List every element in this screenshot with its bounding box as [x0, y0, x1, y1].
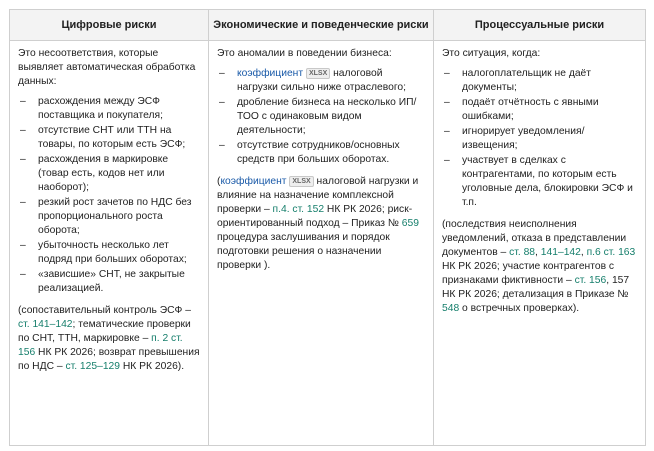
list-item: – коэффициент XLSX налоговой нагрузки сильно ниже отраслевого;	[217, 67, 425, 95]
list-item: – отсутствие сотрудников/основных средств при больших оборотах.	[217, 139, 425, 167]
article-link[interactable]: ст. 141–142	[18, 319, 73, 330]
table-header-row	[10, 10, 646, 41]
table-row	[10, 41, 646, 446]
xlsx-file-badge[interactable]: XLSX	[289, 176, 313, 187]
economic-legal-note: (коэффициент XLSX налоговой нагрузки и влияние на назначение комплексной проверки – п.4. ст. 152 НК РК 2026; риск-ориентированный подход – Приказ № 659 процедура заслушивания и порядок подготовки решения о назначении проверки ).	[217, 176, 419, 271]
order-link[interactable]: 659	[401, 218, 419, 229]
order-link[interactable]: 548	[442, 303, 460, 314]
article-link[interactable]: п.4. ст. 152	[272, 204, 325, 215]
coefficient-link[interactable]: коэффициент	[220, 176, 287, 187]
risk-table	[9, 9, 646, 446]
digital-legal-note: (сопоставительный контроль ЭСФ – ст. 141–142; тематические проверки по СНТ, ТТН, маркировке – п. 2 ст. 156 НК РК 2026; возврат превышения по НДС – ст. 125–129 НК РК 2026).	[18, 305, 200, 372]
coefficient-link[interactable]: коэффициент	[237, 68, 304, 79]
procedural-risks-cell	[434, 41, 646, 446]
article-link[interactable]: п.6 ст. 163	[586, 247, 636, 258]
economic-risks-cell	[209, 41, 434, 446]
list-item: – убыточность несколько лет подряд при больших оборотах;	[18, 239, 200, 267]
xlsx-file-badge[interactable]: XLSX	[306, 68, 330, 79]
economic-intro: Это аномалии в поведении бизнеса:	[217, 48, 392, 59]
list-item: – расхождения между ЭСФ поставщика и покупателя;	[18, 95, 200, 123]
list-item: – отсутствие СНТ или ТТН на товары, по которым есть ЭСФ;	[18, 124, 200, 152]
list-item: – расхождения в маркировке (товар есть, кодов нет или наоборот);	[18, 153, 200, 195]
economic-risk-list	[217, 67, 425, 167]
header-procedural-risks: Процессуальные риски	[434, 10, 646, 41]
article-link[interactable]: ст. 88	[509, 247, 536, 258]
list-item: – «зависшие» СНТ, не закрытые реализацией.	[18, 268, 200, 296]
article-link[interactable]: 141–142	[540, 247, 581, 258]
digital-risk-list	[18, 95, 200, 296]
article-link[interactable]: ст. 125–129	[65, 361, 120, 372]
list-item: – игнорирует уведомления/ извещения;	[442, 125, 637, 153]
procedural-intro: Это ситуация, когда:	[442, 48, 541, 59]
procedural-risk-list	[442, 67, 637, 210]
header-economic-risks: Экономические и поведенческие риски	[209, 10, 434, 41]
list-item: – участвует в сделках с контрагентами, по которым есть уголовные дела, блокировки ЭСФ и т.п.	[442, 154, 637, 210]
article-link[interactable]: п. 2 ст. 156	[18, 333, 183, 358]
header-digital-risks: Цифровые риски	[10, 10, 209, 41]
list-item: – налогоплательщик не даёт документы;	[442, 67, 637, 95]
article-link[interactable]: ст. 156	[574, 275, 607, 286]
list-item: – подаёт отчётность с явными ошибками;	[442, 96, 637, 124]
procedural-legal-note: (последствия неисполнения уведомлений, отказа в представлении документов – ст. 88, 141–142, п.6 ст. 163 НК РК 2026; участие контрагентов с признаками фиктивности – ст. 156, 157 НК РК 2026; детализация в Приказе № 548 о встречных проверках).	[442, 219, 636, 314]
list-item: – дробление бизнеса на несколько ИП/ТОО с одинаковым видом деятельности;	[217, 96, 425, 138]
digital-intro: Это несоответствия, которые выявляет автоматическая обработка данных:	[18, 48, 196, 87]
list-item: – резкий рост зачетов по НДС без пропорционального роста оборота;	[18, 196, 200, 238]
digital-risks-cell	[10, 41, 209, 446]
